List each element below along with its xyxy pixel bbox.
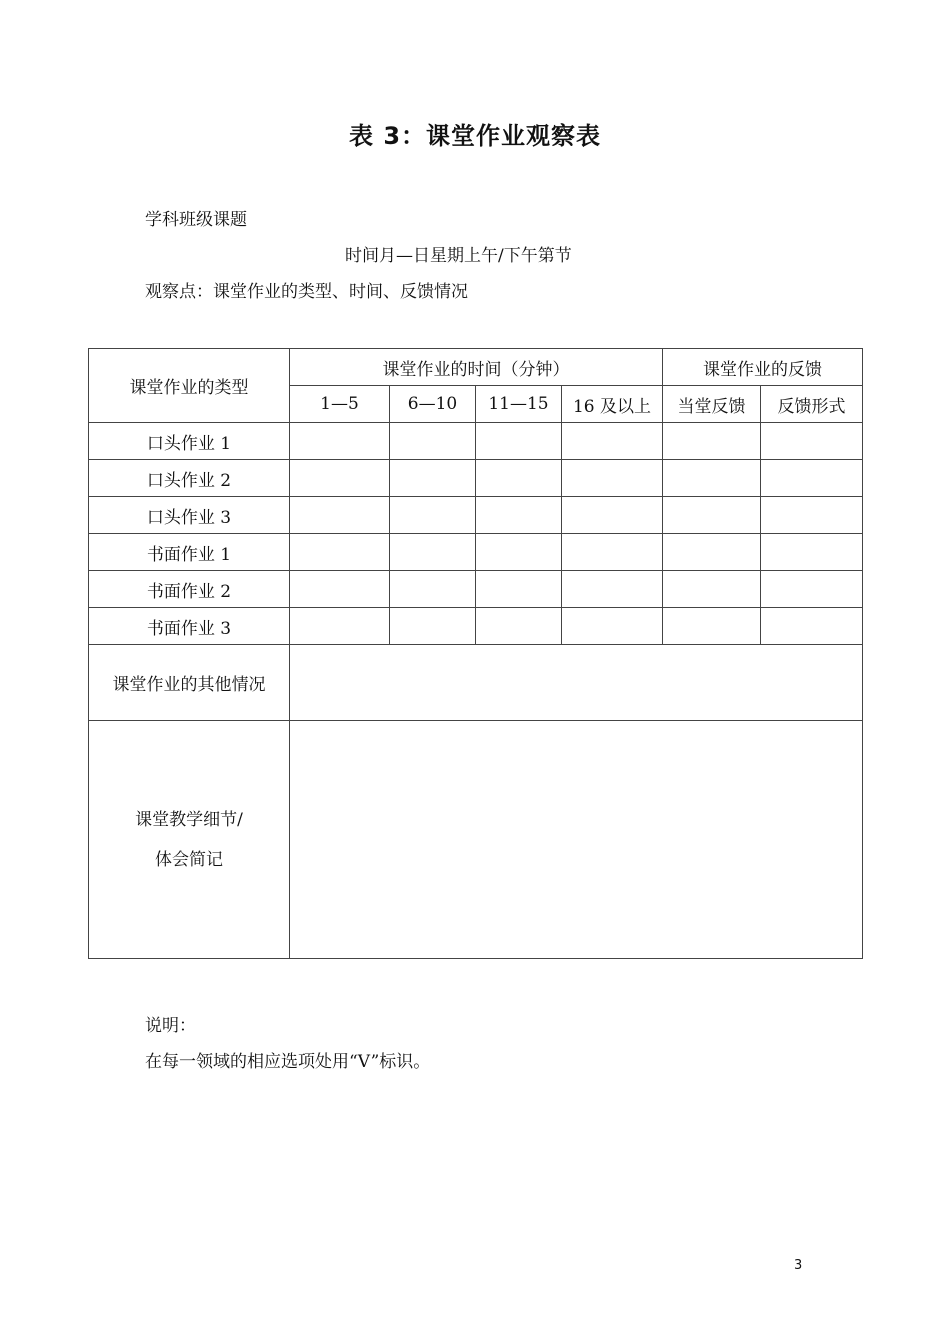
- table-cell[interactable]: [663, 571, 761, 608]
- header-row-1: [89, 349, 863, 386]
- table-cell[interactable]: [390, 497, 476, 534]
- table-cell[interactable]: [390, 534, 476, 571]
- time-header-cell: 课堂作业的时间（分钟）: [290, 349, 663, 386]
- row-label: 口头作业 2: [89, 460, 290, 497]
- table-cell[interactable]: [290, 497, 390, 534]
- table-cell[interactable]: [290, 423, 390, 460]
- time-col-header: 11—15: [476, 386, 562, 423]
- table-row: [89, 534, 863, 571]
- row-label: 口头作业 1: [89, 423, 290, 460]
- table-cell[interactable]: [390, 460, 476, 497]
- table-cell[interactable]: [290, 571, 390, 608]
- teaching-notes-label-line1: 课堂教学细节/: [135, 809, 243, 830]
- time-col-header: 1—5: [290, 386, 390, 423]
- table-row: [89, 423, 863, 460]
- row-label: 书面作业 3: [89, 608, 290, 645]
- table-cell[interactable]: [390, 423, 476, 460]
- subject-class-topic-line: 学科班级课题: [145, 210, 247, 230]
- table-cell[interactable]: [761, 497, 863, 534]
- table-row: [89, 460, 863, 497]
- table-cell[interactable]: [663, 460, 761, 497]
- instructions-text: 在每一领域的相应选项处用“V”标识。: [145, 1052, 431, 1072]
- table-cell[interactable]: [562, 534, 663, 571]
- table-cell[interactable]: [663, 497, 761, 534]
- table-cell[interactable]: [476, 497, 562, 534]
- table-row: [89, 608, 863, 645]
- table-cell[interactable]: [562, 497, 663, 534]
- table-cell[interactable]: [290, 460, 390, 497]
- table-cell[interactable]: [562, 571, 663, 608]
- table-cell[interactable]: [761, 608, 863, 645]
- page-title: 表 3：课堂作业观察表: [348, 122, 602, 150]
- other-situation-cell[interactable]: [290, 645, 863, 721]
- type-header-cell: 课堂作业的类型: [89, 349, 290, 423]
- table-cell[interactable]: [562, 460, 663, 497]
- table-cell[interactable]: [761, 460, 863, 497]
- time-col-header: 6—10: [390, 386, 476, 423]
- feedback-col-header: 当堂反馈: [663, 386, 761, 423]
- instructions-label: 说明：: [145, 1016, 196, 1036]
- table-cell[interactable]: [562, 608, 663, 645]
- feedback-col-header: 反馈形式: [761, 386, 863, 423]
- table-cell[interactable]: [476, 608, 562, 645]
- table-cell[interactable]: [761, 534, 863, 571]
- page-number: 3: [794, 1258, 803, 1273]
- table-cell[interactable]: [390, 608, 476, 645]
- teaching-notes-row: [89, 721, 863, 959]
- table-cell[interactable]: [476, 534, 562, 571]
- teaching-notes-label: [89, 721, 290, 959]
- table-cell[interactable]: [562, 423, 663, 460]
- table-row: [89, 571, 863, 608]
- table-row: [89, 497, 863, 534]
- table-cell[interactable]: [476, 423, 562, 460]
- row-label: 口头作业 3: [89, 497, 290, 534]
- table-cell[interactable]: [663, 534, 761, 571]
- time-col-header: 16 及以上: [562, 386, 663, 423]
- table-cell[interactable]: [290, 608, 390, 645]
- table-cell[interactable]: [390, 571, 476, 608]
- table-cell[interactable]: [290, 534, 390, 571]
- table-cell[interactable]: [663, 423, 761, 460]
- observation-focus-line: 观察点：课堂作业的类型、时间、反馈情况: [145, 282, 468, 302]
- other-situation-row: [89, 645, 863, 721]
- table-cell[interactable]: [761, 423, 863, 460]
- time-line: 时间月—日星期上午/下午第节: [345, 246, 572, 266]
- row-label: 书面作业 1: [89, 534, 290, 571]
- row-label: 书面作业 2: [89, 571, 290, 608]
- teaching-notes-label-line2: 体会简记: [155, 849, 223, 870]
- table-cell[interactable]: [476, 460, 562, 497]
- other-situation-label: 课堂作业的其他情况: [89, 645, 290, 721]
- table-cell[interactable]: [663, 608, 761, 645]
- observation-table: [88, 348, 863, 959]
- table-cell[interactable]: [476, 571, 562, 608]
- feedback-header-cell: 课堂作业的反馈: [663, 349, 863, 386]
- teaching-notes-cell[interactable]: [290, 721, 863, 959]
- table-cell[interactable]: [761, 571, 863, 608]
